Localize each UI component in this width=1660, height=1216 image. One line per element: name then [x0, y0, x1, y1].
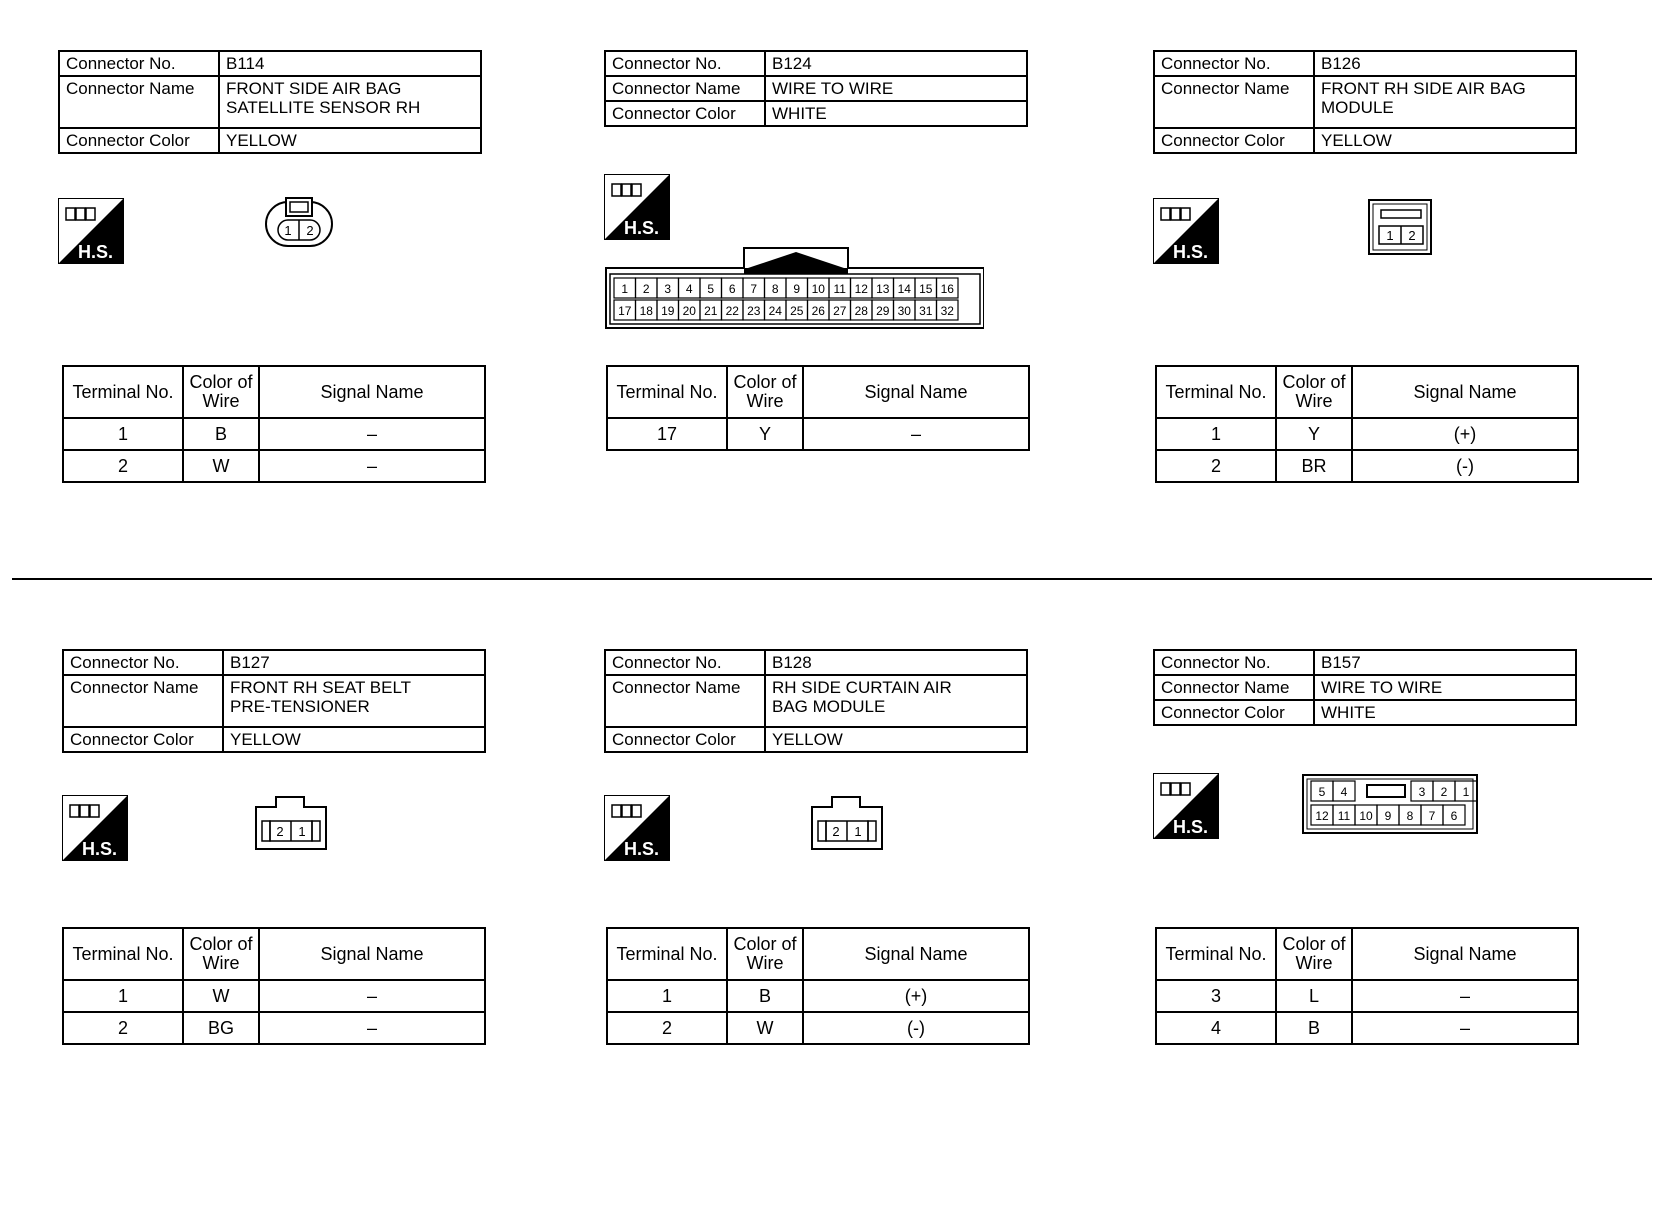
signal-name-header: Signal Name: [259, 928, 485, 980]
connector-no-value: B126: [1314, 51, 1576, 76]
connector-no-label: Connector No.: [1154, 51, 1314, 76]
signal-name-cell: –: [259, 1012, 485, 1044]
terminal-no-cell: 2: [1156, 450, 1276, 482]
connector-name-line1: FRONT SIDE AIR BAG: [226, 79, 402, 98]
hs-badge-text: H.S.: [82, 839, 118, 859]
pin-label: 24: [768, 304, 782, 318]
pin-label: 3: [1418, 785, 1426, 799]
terminal-table: [62, 927, 486, 1045]
connector-name-label: Connector Name: [59, 76, 219, 128]
pin-label: 26: [811, 304, 825, 318]
wire-color-header: [727, 928, 803, 980]
table-row: [607, 418, 1029, 450]
pin-label: 5: [707, 282, 715, 296]
connector-name-label: Connector Name: [1154, 76, 1314, 128]
wire-color-header-line1: Color of: [189, 934, 253, 954]
wire-color-header-line2: Wire: [746, 391, 784, 411]
table-row: [1156, 980, 1578, 1012]
pin-label: 2: [642, 282, 650, 296]
wire-color-header-line2: Wire: [202, 391, 240, 411]
table-row: [1156, 1012, 1578, 1044]
signal-name-header: Signal Name: [1352, 928, 1578, 980]
pin-label: 10: [1359, 809, 1373, 823]
wire-color-header-line2: Wire: [202, 953, 240, 973]
pin-label: 9: [1384, 809, 1392, 823]
connector-color-label: Connector Color: [1154, 128, 1314, 153]
wire-color-header: [1276, 928, 1352, 980]
connector-info-table: [62, 649, 486, 753]
pin-label: 10: [811, 282, 825, 296]
wire-color-header-line1: Color of: [733, 372, 797, 392]
terminal-no-cell: 2: [607, 1012, 727, 1044]
wire-color-header-line2: Wire: [1295, 953, 1333, 973]
connector-info-table: [1153, 649, 1577, 726]
pin-label: 7: [1428, 809, 1436, 823]
harness-side-icon: [62, 795, 128, 861]
pin-label: 1: [298, 824, 306, 839]
connector-name-line2: MODULE: [1321, 98, 1394, 117]
connector-name-line2: SATELLITE SENSOR RH: [226, 98, 421, 117]
table-row: [607, 980, 1029, 1012]
pin-label: 11: [833, 282, 846, 296]
pin-label: 25: [790, 304, 804, 318]
connector-panel-b157: [1153, 649, 1593, 1119]
signal-name-header: Signal Name: [259, 366, 485, 418]
pin-label: 6: [728, 282, 736, 296]
pin-label: 1: [854, 824, 862, 839]
terminal-no-header: Terminal No.: [607, 366, 727, 418]
wire-color-cell: BR: [1276, 450, 1352, 482]
wire-color-cell: B: [1276, 1012, 1352, 1044]
connector-color-value: YELLOW: [219, 128, 481, 153]
pin-label: 1: [1462, 785, 1470, 799]
harness-side-icon: [1153, 773, 1219, 839]
terminal-no-cell: 1: [63, 980, 183, 1012]
harness-side-icon: [604, 174, 670, 240]
connector-name-line2: PRE-TENSIONER: [230, 697, 370, 716]
signal-name-header: Signal Name: [1352, 366, 1578, 418]
pin-label: 11: [1337, 809, 1351, 823]
wire-color-cell: BG: [183, 1012, 259, 1044]
pin-label: 4: [1340, 785, 1348, 799]
terminal-no-cell: 2: [63, 450, 183, 482]
pin-label: 14: [897, 282, 911, 296]
pin-label: 15: [919, 282, 933, 296]
hs-badge-text: H.S.: [624, 218, 660, 238]
wire-color-cell: W: [183, 980, 259, 1012]
locking-tab-base: [744, 268, 848, 274]
connector-color-label: Connector Color: [605, 727, 765, 752]
pin-label: 22: [725, 304, 739, 318]
terminal-no-cell: 1: [1156, 418, 1276, 450]
connector-color-label: Connector Color: [59, 128, 219, 153]
connector-color-value: WHITE: [1314, 700, 1576, 725]
connector-panel-b128: [604, 649, 1044, 1119]
table-row: [1156, 450, 1578, 482]
connector-name-line1: FRONT RH SIDE AIR BAG: [1321, 79, 1526, 98]
connector-name-label: Connector Name: [1154, 675, 1314, 700]
connector-face-diagram: [254, 795, 334, 855]
signal-name-cell: (-): [803, 1012, 1029, 1044]
hs-badge-text: H.S.: [1173, 242, 1209, 262]
signal-name-cell: –: [259, 450, 485, 482]
signal-name-header: Signal Name: [803, 366, 1029, 418]
wire-color-cell: L: [1276, 980, 1352, 1012]
pin-label: 2: [1408, 228, 1416, 243]
terminal-table: [1155, 927, 1579, 1045]
wire-color-header-line1: Color of: [733, 934, 797, 954]
pin-label: 16: [940, 282, 954, 296]
table-row: [63, 450, 485, 482]
connector-face-diagram: [810, 795, 890, 855]
connector-color-label: Connector Color: [1154, 700, 1314, 725]
pin-label: 2: [306, 223, 314, 238]
signal-name-cell: –: [803, 418, 1029, 450]
connector-panel-b114: [58, 50, 498, 520]
harness-side-icon: [58, 198, 124, 264]
wire-color-cell: Y: [727, 418, 803, 450]
wire-color-cell: Y: [1276, 418, 1352, 450]
connector-face-diagram: [1301, 773, 1481, 837]
connector-name-value: [765, 675, 1027, 727]
terminal-table: [606, 365, 1030, 451]
pin-label: 12: [854, 282, 868, 296]
connector-face-diagram: [604, 244, 984, 330]
connector-no-value: B157: [1314, 650, 1576, 675]
connector-face-diagram: [264, 196, 344, 256]
pin-label: 8: [771, 282, 779, 296]
pin-label: 21: [704, 304, 718, 318]
signal-name-cell: –: [1352, 980, 1578, 1012]
terminal-no-cell: 2: [63, 1012, 183, 1044]
signal-name-cell: –: [259, 980, 485, 1012]
connector-no-value: B128: [765, 650, 1027, 675]
connector-no-label: Connector No.: [1154, 650, 1314, 675]
terminal-no-header: Terminal No.: [1156, 928, 1276, 980]
connector-info-table: [1153, 50, 1577, 154]
signal-name-header: Signal Name: [803, 928, 1029, 980]
connector-name-value: [223, 675, 485, 727]
connector-panel-b126: [1153, 50, 1593, 520]
pin-label: 2: [832, 824, 840, 839]
wire-color-cell: B: [727, 980, 803, 1012]
terminal-no-cell: 3: [1156, 980, 1276, 1012]
signal-name-cell: (-): [1352, 450, 1578, 482]
terminal-no-cell: 1: [63, 418, 183, 450]
hs-badge-text: H.S.: [78, 242, 114, 262]
wire-color-cell: W: [727, 1012, 803, 1044]
connector-name-value: [1314, 76, 1576, 128]
connector-no-value: B124: [765, 51, 1027, 76]
table-row: [63, 980, 485, 1012]
pin-label: 6: [1450, 809, 1458, 823]
pin-label: 4: [685, 282, 693, 296]
terminal-no-cell: 4: [1156, 1012, 1276, 1044]
connector-color-value: WHITE: [765, 101, 1027, 126]
connector-name-line2: BAG MODULE: [772, 697, 886, 716]
pin-label: 9: [793, 282, 801, 296]
pin-label: 27: [833, 304, 847, 318]
pin-label: 18: [639, 304, 653, 318]
table-row: [607, 1012, 1029, 1044]
connector-name-label: Connector Name: [63, 675, 223, 727]
connector-no-label: Connector No.: [59, 51, 219, 76]
table-row: [63, 418, 485, 450]
terminal-no-cell: 1: [607, 980, 727, 1012]
terminal-table: [62, 365, 486, 483]
pin-label: 17: [618, 304, 632, 318]
connector-info-table: [604, 649, 1028, 753]
signal-name-cell: –: [259, 418, 485, 450]
wire-color-header-line2: Wire: [746, 953, 784, 973]
pin-label: 2: [1440, 785, 1448, 799]
connector-no-value: B127: [223, 650, 485, 675]
pin-label: 2: [276, 824, 284, 839]
connector-color-value: YELLOW: [1314, 128, 1576, 153]
pin-label: 29: [876, 304, 890, 318]
wire-color-header: [183, 366, 259, 418]
connector-housing: [1303, 775, 1477, 833]
connector-no-label: Connector No.: [63, 650, 223, 675]
wire-color-header: [183, 928, 259, 980]
pin-label: 23: [747, 304, 761, 318]
connector-no-value: B114: [219, 51, 481, 76]
harness-side-icon: [1153, 198, 1219, 264]
pin-label: 5: [1318, 785, 1326, 799]
pin-label: 19: [661, 304, 675, 318]
connector-name-value: WIRE TO WIRE: [765, 76, 1027, 101]
connector-color-value: YELLOW: [223, 727, 485, 752]
signal-name-cell: –: [1352, 1012, 1578, 1044]
connector-panel-b127: [62, 649, 502, 1119]
terminal-no-header: Terminal No.: [63, 366, 183, 418]
pin-label: 13: [876, 282, 890, 296]
connector-color-label: Connector Color: [605, 101, 765, 126]
wire-color-header-line1: Color of: [1282, 372, 1346, 392]
wire-color-cell: B: [183, 418, 259, 450]
pin-label: 8: [1406, 809, 1414, 823]
connector-name-value: [219, 76, 481, 128]
pin-label: 12: [1315, 809, 1329, 823]
terminal-table: [1155, 365, 1579, 483]
table-row: [63, 1012, 485, 1044]
connector-panel-b124: [604, 50, 1044, 520]
connector-name-label: Connector Name: [605, 675, 765, 727]
wire-color-header: [1276, 366, 1352, 418]
wire-color-header-line1: Color of: [1282, 934, 1346, 954]
connector-color-value: YELLOW: [765, 727, 1027, 752]
terminal-no-header: Terminal No.: [607, 928, 727, 980]
harness-side-icon: [604, 795, 670, 861]
connector-face-diagram: [1367, 198, 1437, 258]
connector-info-table: [58, 50, 482, 154]
terminal-no-header: Terminal No.: [1156, 366, 1276, 418]
pin-label: 1: [621, 282, 629, 296]
pin-label: 3: [664, 282, 672, 296]
connector-name-value: WIRE TO WIRE: [1314, 675, 1576, 700]
pin-label: 32: [940, 304, 954, 318]
pin-label: 28: [854, 304, 868, 318]
pin-label: 30: [897, 304, 911, 318]
hs-badge-text: H.S.: [624, 839, 660, 859]
wire-color-header-line1: Color of: [189, 372, 253, 392]
connector-name-label: Connector Name: [605, 76, 765, 101]
connector-no-label: Connector No.: [605, 650, 765, 675]
hs-badge-text: H.S.: [1173, 817, 1209, 837]
wire-color-header-line2: Wire: [1295, 391, 1333, 411]
connector-no-label: Connector No.: [605, 51, 765, 76]
table-row: [1156, 418, 1578, 450]
wire-color-header: [727, 366, 803, 418]
terminal-no-cell: 17: [607, 418, 727, 450]
section-divider: [12, 578, 1652, 580]
connector-color-label: Connector Color: [63, 727, 223, 752]
terminal-no-header: Terminal No.: [63, 928, 183, 980]
pin-label: 1: [284, 223, 292, 238]
terminal-table: [606, 927, 1030, 1045]
connector-name-line1: RH SIDE CURTAIN AIR: [772, 678, 952, 697]
connector-name-line1: FRONT RH SEAT BELT: [230, 678, 412, 697]
pin-label: 1: [1386, 228, 1394, 243]
wire-color-cell: W: [183, 450, 259, 482]
pin-label: 7: [750, 282, 758, 296]
signal-name-cell: (+): [1352, 418, 1578, 450]
pin-label: 20: [682, 304, 696, 318]
signal-name-cell: (+): [803, 980, 1029, 1012]
connector-info-table: [604, 50, 1028, 127]
pin-label: 31: [919, 304, 933, 318]
